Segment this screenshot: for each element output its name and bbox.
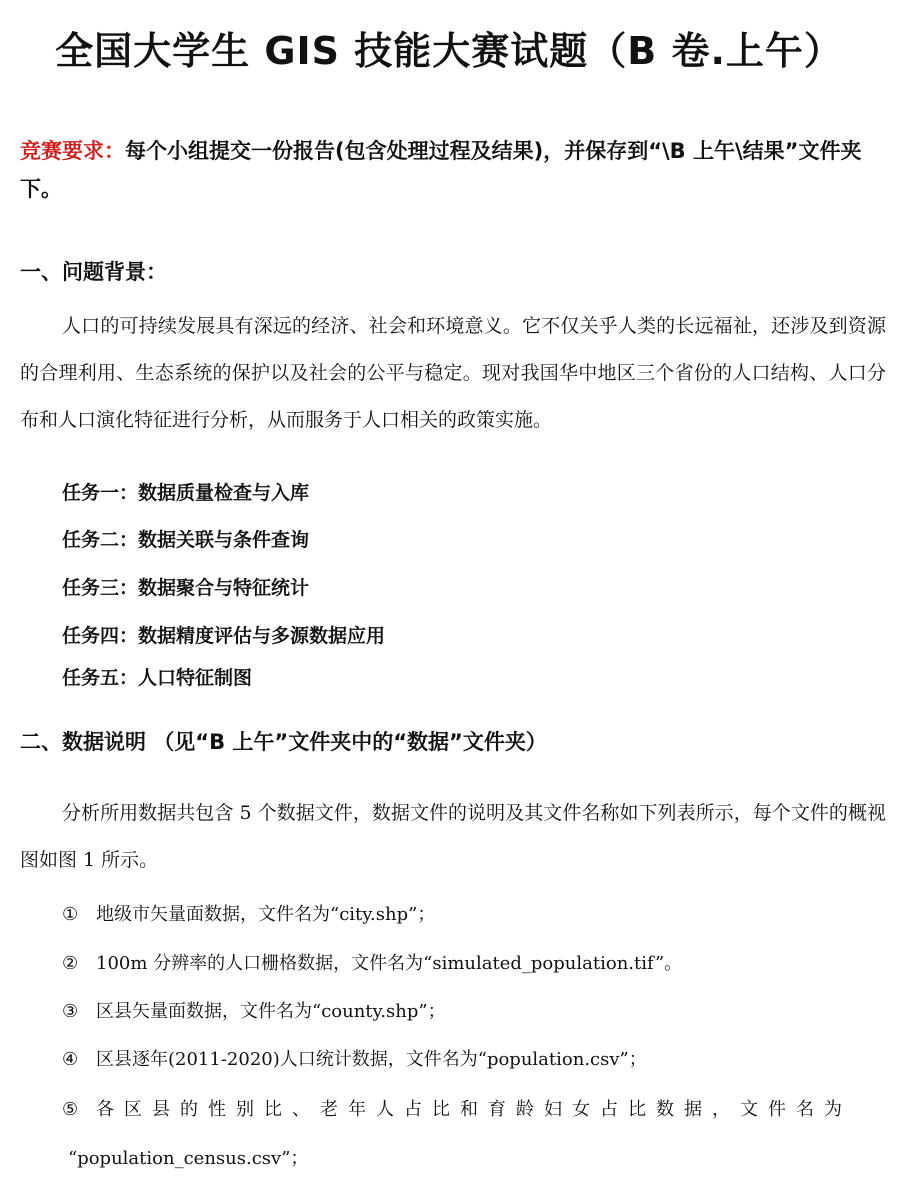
data-description-paragraph: 分析所用数据共包含 5 个数据文件，数据文件的说明及其文件名称如下列表所示，每个文件的概视图如图 1 所示。 xyxy=(20,802,886,871)
task-item: 任务一：数据质量检查与入库 xyxy=(62,482,310,504)
background-paragraph: 人口的可持续发展具有深远的经济、社会和环境意义。它不仅关乎人类的长远福祉，还涉及到资源的合理利用、生态系统的保护以及社会的公平与稳定。现对我国华中地区三个省份的人口结构、人口分布和人口演化特征进行分析，从而服务于人口相关的政策实施。 xyxy=(20,315,886,431)
data-file-item xyxy=(62,1045,647,1071)
item-number: ② xyxy=(62,953,79,974)
requirement-label: 竞赛要求： xyxy=(20,139,125,163)
item-number: ① xyxy=(62,904,79,925)
item-number: ③ xyxy=(62,1001,79,1022)
item-number: ⑤ xyxy=(62,1099,89,1120)
item-number: ④ xyxy=(62,1049,79,1070)
item-text: 地级市矢量面数据，文件名为“city.shp”； xyxy=(96,904,436,925)
item-text: 各区县的性别比、老年人占比和育龄妇女占比数据，文件名为 xyxy=(96,1099,852,1120)
competition-requirement xyxy=(20,132,880,208)
document-title: 全国大学生 GIS 技能大赛试题（B 卷.上午） xyxy=(55,29,843,73)
data-file-item xyxy=(62,900,435,926)
requirement-text: 每个小组提交一份报告(包含处理过程及结果)，并保存到“\B 上午\结果”文件夹下。 xyxy=(20,139,862,201)
section-heading-data: 二、数据说明 （见“B 上午”文件夹中的“数据”文件夹） xyxy=(20,730,547,754)
task-item: 任务五：人口特征制图 xyxy=(62,667,253,689)
section-heading-background: 一、问题背景： xyxy=(20,260,167,284)
task-item: 任务三：数据聚合与特征统计 xyxy=(62,577,310,599)
data-file-item-continuation: “population_census.csv”； xyxy=(68,1148,309,1169)
data-file-item xyxy=(62,949,682,975)
task-item: 任务二：数据关联与条件查询 xyxy=(62,529,310,551)
item-text: 区县矢量面数据，文件名为“county.shp”； xyxy=(96,1001,446,1022)
item-text: 区县逐年(2011-2020)人口统计数据，文件名为“population.csv”； xyxy=(96,1049,647,1070)
task-item: 任务四：数据精度评估与多源数据应用 xyxy=(62,625,386,647)
data-file-item xyxy=(62,997,446,1023)
item-text: 100m 分辨率的人口栅格数据，文件名为“simulated_population.tif”。 xyxy=(96,953,683,974)
data-file-item xyxy=(62,1095,852,1121)
